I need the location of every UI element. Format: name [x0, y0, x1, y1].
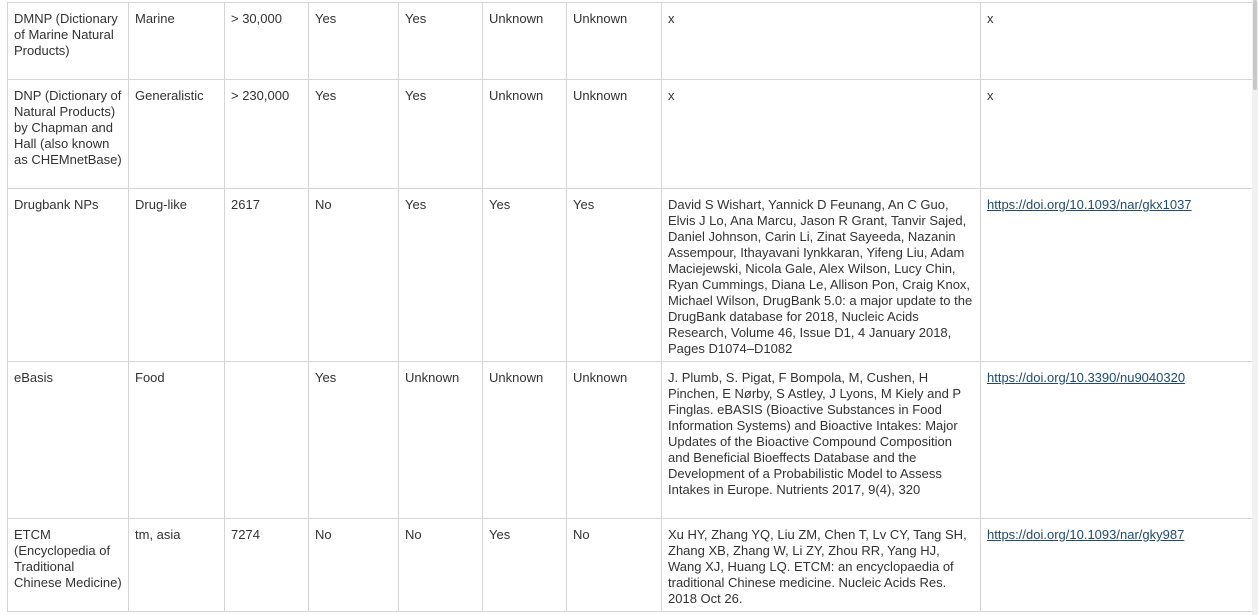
cell-col5: Yes — [399, 3, 483, 80]
cell-reference: Xu HY, Zhang YQ, Liu ZM, Chen T, Lv CY, Tang SH, Zhang XB, Zhang W, Li ZY, Zhou RR, Yang HJ, Wang XJ, Huang LQ. ETCM: an encyclopaedia of traditional Chinese medicine. Nucleic Acids Res. 2018 Oct 26. — [662, 519, 981, 612]
cell-col6: Unknown — [483, 362, 567, 519]
cell-category: Generalistic — [129, 80, 225, 189]
table-row — [8, 519, 1253, 612]
cell-name: Drugbank NPs — [8, 189, 129, 362]
cell-col4: No — [309, 189, 399, 362]
cell-name: eBasis — [8, 362, 129, 519]
database-table — [7, 2, 1253, 612]
doi-link[interactable]: https://doi.org/10.1093/nar/gky987 — [987, 527, 1185, 542]
cell-category: Food — [129, 362, 225, 519]
cell-col7: Unknown — [567, 362, 662, 519]
table-row — [8, 189, 1253, 362]
cell-category: Drug-like — [129, 189, 225, 362]
table-row — [8, 362, 1253, 519]
cell-col6: Yes — [483, 189, 567, 362]
cell-name: DMNP (Dictionary of Marine Natural Products) — [8, 3, 129, 80]
cell-col7: Unknown — [567, 3, 662, 80]
cell-name: DNP (Dictionary of Natural Products) by Chapman and Hall (also known as CHEMnetBase) — [8, 80, 129, 189]
doi-link[interactable]: https://doi.org/10.1093/nar/gkx1037 — [987, 197, 1192, 212]
cell-col6: Unknown — [483, 80, 567, 189]
cell-col5: Yes — [399, 189, 483, 362]
cell-name: ETCM (Encyclopedia of Traditional Chinese Medicine) — [8, 519, 129, 612]
cell-col6: Unknown — [483, 3, 567, 80]
cell-col6: Yes — [483, 519, 567, 612]
cell-reference: x — [662, 3, 981, 80]
cell-link — [981, 519, 1253, 612]
cell-col4: Yes — [309, 3, 399, 80]
cell-col5: No — [399, 519, 483, 612]
scrollbar-thumb[interactable] — [1253, 0, 1257, 90]
table-row — [8, 80, 1253, 189]
cell-link: x — [981, 3, 1253, 80]
cell-category: tm, asia — [129, 519, 225, 612]
cell-col7: Yes — [567, 189, 662, 362]
cell-count: > 30,000 — [225, 3, 309, 80]
table-row — [8, 3, 1253, 80]
cell-category: Marine — [129, 3, 225, 80]
vertical-scrollbar[interactable] — [1252, 0, 1258, 615]
cell-col4: Yes — [309, 80, 399, 189]
cell-col4: Yes — [309, 362, 399, 519]
cell-count: > 230,000 — [225, 80, 309, 189]
cell-reference: x — [662, 80, 981, 189]
cell-count: 2617 — [225, 189, 309, 362]
cell-link: x — [981, 80, 1253, 189]
cell-link — [981, 189, 1253, 362]
cell-col7: Unknown — [567, 80, 662, 189]
cell-count — [225, 362, 309, 519]
cell-col7: No — [567, 519, 662, 612]
cell-reference: David S Wishart, Yannick D Feunang, An C Guo, Elvis J Lo, Ana Marcu, Jason R Grant, Tanvir Sajed, Daniel Johnson, Carin Li, Zinat Sayeeda, Nazanin Assempour, Ithayavani Iynkkaran, Yifeng Liu, Adam Maciejewski, Nicola Gale, Alex Wilson, Lucy Chin, Ryan Cummings, Diana Le, Allison Pon, Craig Knox, Michael Wilson, DrugBank 5.0: a major update to the DrugBank database for 2018, Nucleic Acids Research, Volume 46, Issue D1, 4 January 2018, Pages D1074–D1082 — [662, 189, 981, 362]
cell-reference: J. Plumb, S. Pigat, F Bompola, M, Cushen, H Pinchen, E Nørby, S Astley, J Lyons, M Kiely and P Finglas. eBASIS (Bioactive Substances in Food Information Systems) and Bioactive Intakes: Major Updates of the Bioactive Compound Composition and Beneficial Bioeffects Database and the Development of a Probabilistic Model to Assess Intakes in Europe. Nutrients 2017, 9(4), 320 — [662, 362, 981, 519]
cell-col5: Yes — [399, 80, 483, 189]
cell-count: 7274 — [225, 519, 309, 612]
cell-col5: Unknown — [399, 362, 483, 519]
cell-col4: No — [309, 519, 399, 612]
doi-link[interactable]: https://doi.org/10.3390/nu9040320 — [987, 370, 1186, 385]
cell-link — [981, 362, 1253, 519]
